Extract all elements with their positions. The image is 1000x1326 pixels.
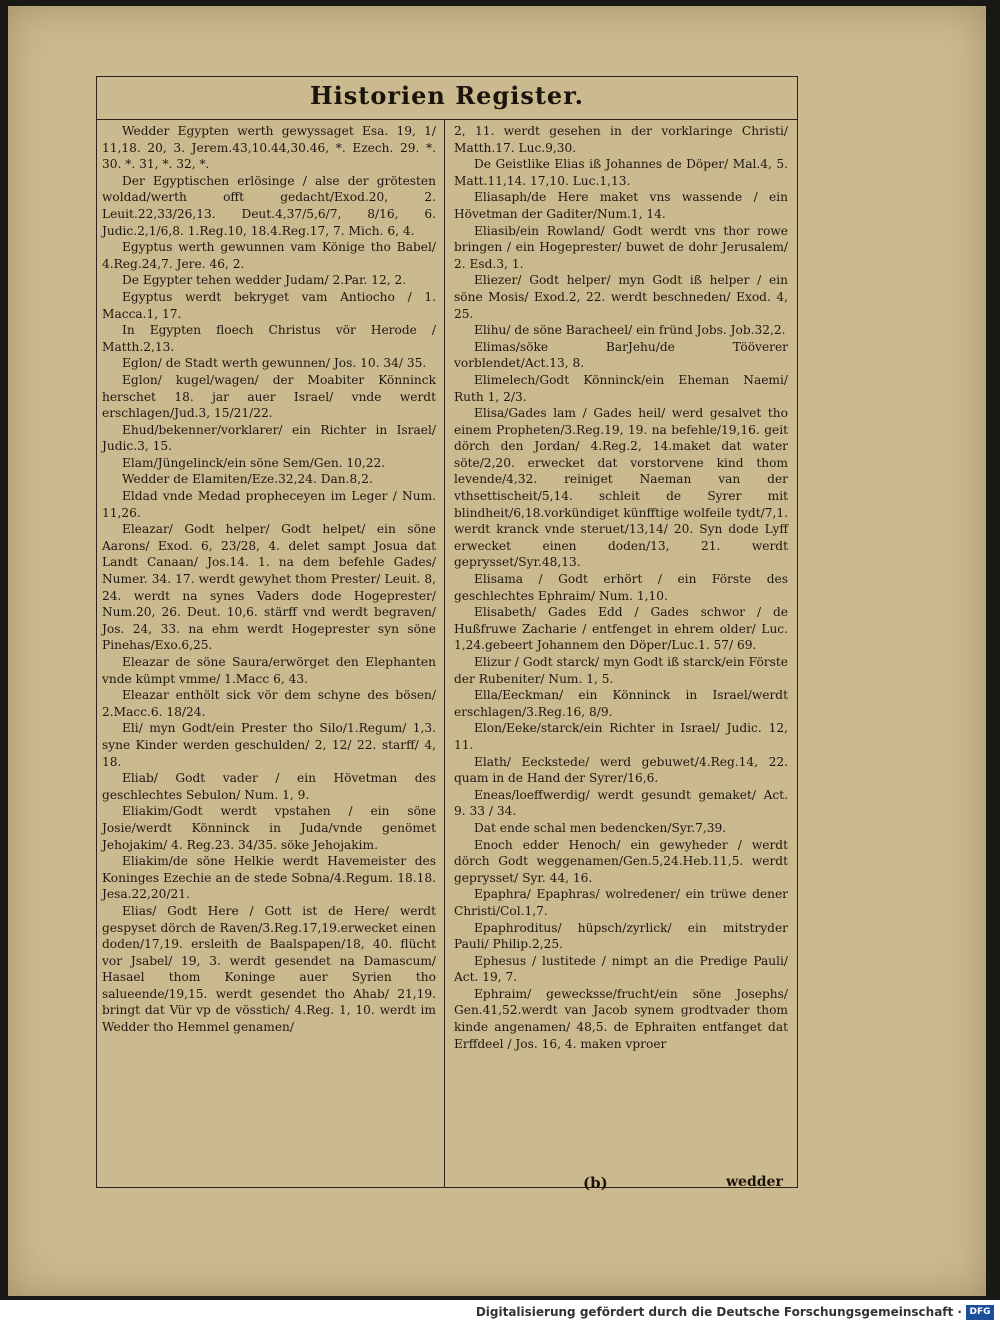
register-entry: Der Egyptischen erlösinge / alse der grötesten woldad/werth offt gedacht/Exod.20, 2. Leuit.22,33/26,13. Deut.4,37/5,6/7, 8/16, 6. Judic.2,1/6,8. 1.Reg.10, 18.4.Reg.17, 7. Mich. 6, 4. <box>102 173 436 238</box>
credit-bar <box>0 1300 1000 1326</box>
register-entry: Wedder de Elamiten/Eze.32,24. Dan.8,2. <box>122 472 373 487</box>
register-entry: Elisama / Godt erhört / ein Förste des geschlechtes Ephraim/ Num. 1,10. <box>454 572 788 603</box>
register-entry: Elam/Jüngelinck/ein söne Sem/Gen. 10,22. <box>122 455 386 470</box>
register-entry: Ehud/bekenner/vorklarer/ ein Richter in Israel/ Judic.3, 15. <box>102 422 436 454</box>
register-entry: Enoch edder Henoch/ ein gewyheder / werdt dörch Godt weggenamen/Gen.5,24.Heb.11,5. werdt geprysset/ Syr. 44, 16. <box>454 837 788 885</box>
register-entry: Eglon/ kugel/wagen/ der Moabiter Könninck herschet 18. jar auer Israel/ vnde werdt erschlagen/Jud.3, 15/21/22. <box>102 372 436 421</box>
register-entry: De Geistlike Elias iß Johannes de Döper/ Mal.4, 5. Matt.11,14. 17,10. Luc.1,13. <box>454 157 788 188</box>
register-entry: Elisabeth/ Gades Edd / Gades schwor / de Hußfruwe Zacharie / entfenget in ehrem older/ Luc. 1,24.gebeert Johannem den Döper/Luc.1. 57/ 69. <box>454 605 788 653</box>
register-entry: Eleazar/ Godt helper/ Godt helpet/ ein söne Aarons/ Exod. 6, 23/28, 4. delet sampt Josua dat Landt Canaan/ Jos.14. 1. na dem befehle Gades/ Numer. 34. 17. werdt gewyhet thom Prester/ Leuit. 8, 24. werdt na synes Vaders dode Hogeprester/ Num.20, 26. Deut. 10,6. stärff vnd werdt begraven/ Jos. 24, 33. na ehm werdt Hogeprester syn söne Pinehas/Exo.6,25. <box>102 522 436 653</box>
register-entry: Eleazar de söne Saura/erwörget den Elephanten vnde kümpt vmme/ 1.Macc 6, 43. <box>102 655 436 686</box>
signature-mark: (b) <box>583 1174 608 1192</box>
register-entry: Ella/Eeckman/ ein Könninck in Israel/werdt erschlagen/3.Reg.16, 8/9. <box>454 688 788 719</box>
register-entry: Epaphroditus/ hüpsch/zyrlick/ ein mitstryder Pauli/ Philip.2,25. <box>454 920 788 952</box>
register-entry: Elimas/söke BarJehu/de Tööverer vorblendet/Act.13, 8. <box>454 339 788 371</box>
register-entry: De Egypter tehen wedder Judam/ 2.Par. 12, 2. <box>122 273 407 288</box>
register-entry: In Egypten floech Christus vör Herode / Matth.2,13. <box>102 323 436 354</box>
register-entry: Elizur / Godt starck/ myn Godt iß starck/ein Förste der Rubeniter/ Num. 1, 5. <box>454 655 788 686</box>
register-entry: Elimelech/Godt Könninck/ein Eheman Naemi/ Ruth 1, 2/3. <box>454 372 788 404</box>
title-rule <box>97 119 797 120</box>
register-entry: Eglon/ de Stadt werth gewunnen/ Jos. 10. 34/ 35. <box>122 356 427 371</box>
register-entry: Elon/Eeke/starck/ein Richter in Israel/ Judic. 12, 11. <box>454 721 788 752</box>
register-entry: Egyptus werth gewunnen vam Könige tho Babel/ 4.Reg.24,7. Jere. 46, 2. <box>102 240 436 271</box>
right-column <box>454 123 788 1052</box>
register-entry: Elias/ Godt Here / Gott ist de Here/ werdt gespyset dörch de Raven/3.Reg.17,19.erwecket einen doden/17,19. ersleith de Baalspapen/18, 40. flücht vor Jsabel/ 19, 3. werdt gesendet na Damascum/ Hasael thom Koninge auer Syrien tho salueende/19,15. werdt gesendet tho Ahab/ 21,19. bringt dat Vür vp de vösstich/ 4.Reg. 1, 10. werdt im Wedder tho Hemmel genamen/ <box>102 903 436 1035</box>
register-entry: Wedder Egypten werth gewyssaget Esa. 19, 1/ 11,18. 20, 3. Jerem.43,10.44,30.46, *. Ezech. 29. *. 30. *. 31, *. 32, *. <box>102 124 436 172</box>
register-entry: Ephesus / lustitede / nimpt an die Predige Pauli/ Act. 19, 7. <box>454 953 788 985</box>
register-entry: Eliakim/Godt werdt vpstahen / ein söne Josie/werdt Könninck in Juda/vnde genömet Jehojakim/ 4. Reg.23. 34/35. söke Jehojakim. <box>102 804 436 852</box>
book-page <box>8 6 986 1296</box>
register-entry: Eldad vnde Medad propheceyen im Leger / Num. 11,26. <box>102 489 436 520</box>
register-entry: Egyptus werdt bekryget vam Antiocho / 1. Macca.1, 17. <box>102 289 436 321</box>
register-entry: Eliasaph/de Here maket vns wassende / ein Hövetman der Gaditer/Num.1, 14. <box>454 190 788 221</box>
register-entry: Eliezer/ Godt helper/ myn Godt iß helper / ein söne Mosis/ Exod.2, 22. werdt beschneden/ Exod. 4, 25. <box>454 273 788 321</box>
page-title: Historien Register. <box>309 81 584 110</box>
register-entry: Elath/ Eeckstede/ werd gebuwet/4.Reg.14, 22. quam in de Hand der Syrer/16,6. <box>454 754 788 786</box>
register-entry: Elihu/ de söne Baracheel/ ein fründ Jobs. Job.32,2. <box>474 323 786 338</box>
left-column <box>102 123 436 1036</box>
register-entry: 2, 11. werdt gesehen in der vorklaringe Christi/ Matth.17. Luc.9,30. <box>454 124 788 155</box>
credit-text: Digitalisierung gefördert durch die Deutsche Forschungsgemeinschaft · <box>475 1305 962 1319</box>
register-entry: Eliasib/ein Rowland/ Godt werdt vns thor rowe bringen / ein Hogeprester/ buwet de dohr Jerusalem/ 2. Esd.3, 1. <box>454 223 788 271</box>
register-entry: Ephraim/ gewecksse/frucht/ein söne Josephs/ Gen.41,52.werdt van Jacob synem grodtvader thom kinde angenamen/ 48,5. de Ephraiten entfanget dat Erffdeel / Jos. 16, 4. maken vproer <box>454 986 788 1051</box>
register-entry: Dat ende schal men bedencken/Syr.7,39. <box>474 820 727 835</box>
column-divider <box>444 120 445 1187</box>
register-entry: Eliab/ Godt vader / ein Hövetman des geschlechtes Sebulon/ Num. 1, 9. <box>102 771 436 802</box>
register-entry: Eliakim/de söne Helkie werdt Havemeister des Koninges Ezechie an de stede Sobna/4.Regum. 18.18. Jesa.22,20/21. <box>102 854 436 902</box>
register-entry: Eli/ myn Godt/ein Prester tho Silo/1.Regum/ 1,3. syne Kinder werden geschulden/ 2, 12/ 22. starff/ 4, 18. <box>102 721 436 769</box>
catchword: wedder <box>726 1174 783 1190</box>
dfg-logo: DFG <box>966 1305 994 1320</box>
register-entry: Epaphra/ Epaphras/ wolredener/ ein trüwe dener Christi/Col.1,7. <box>454 887 788 918</box>
register-entry: Eneas/loeffwerdig/ werdt gesundt gemaket/ Act. 9. 33 / 34. <box>454 787 788 819</box>
register-entry: Eleazar enthölt sick vör dem schyne des bösen/ 2.Macc.6. 18/24. <box>102 688 436 719</box>
register-entry: Elisa/Gades lam / Gades heil/ werd gesalvet tho einem Propheten/3.Reg.19, 19. na befehle/19,16. geit dörch den Jordan/ 4.Reg.2, 14.maket dat water söte/2,20. erwecket dat vorstorvene kind thom levende/4,32. reiniget Naeman van der vthsettischeit/5,14. schleit de Syrer mit blindheit/6,18.vorkündiget künfftige wolfeile tydt/7,1. werdt kranck vnde steruet/13,14/ 20. Syn dode Lyff erwecket einen doden/13, 21. werdt geprysset/Syr.48,13. <box>454 406 788 570</box>
text-frame <box>96 76 798 1188</box>
